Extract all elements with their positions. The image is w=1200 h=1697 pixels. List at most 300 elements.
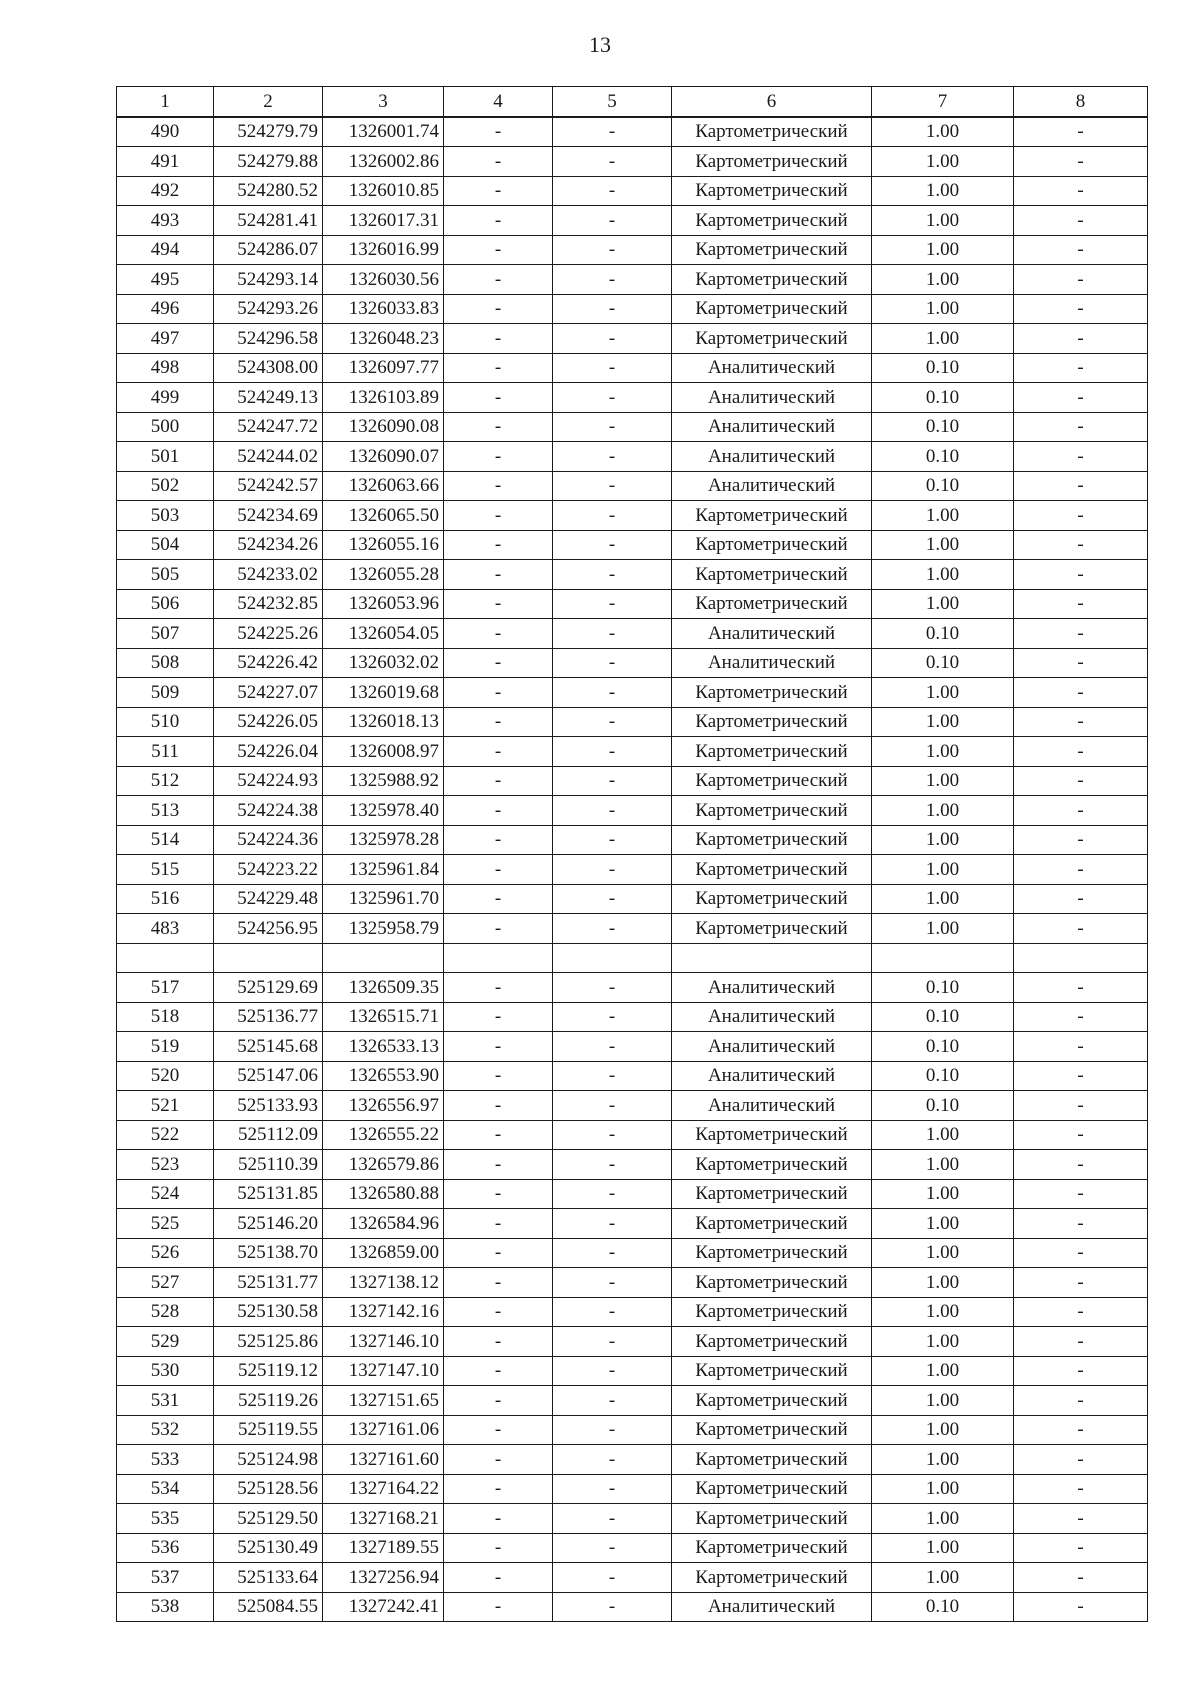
table-cell-col-8: -: [1014, 1120, 1148, 1150]
table-cell-col-6: Аналитический: [672, 353, 872, 383]
table-cell-col-8: -: [1014, 353, 1148, 383]
table-cell-col-5: -: [553, 1356, 672, 1386]
table-cell-col-5: -: [553, 1209, 672, 1239]
table-cell-col-4: [444, 943, 553, 973]
table-cell-col-5: -: [553, 973, 672, 1003]
table-row: [117, 1032, 1148, 1062]
table-row: [117, 737, 1148, 767]
table-row: [117, 1091, 1148, 1121]
table-cell-col-8: -: [1014, 235, 1148, 265]
table-row: [117, 324, 1148, 354]
table-cell-col-8: -: [1014, 1415, 1148, 1445]
table-cell-col-1: 519: [117, 1032, 214, 1062]
table-cell-col-1: 526: [117, 1238, 214, 1268]
table-cell-col-6: Картометрический: [672, 855, 872, 885]
table-row: [117, 1445, 1148, 1475]
table-cell-col-6: Картометрический: [672, 501, 872, 531]
table-cell-col-5: -: [553, 442, 672, 472]
table-cell-col-4: -: [444, 648, 553, 678]
table-cell-col-7: 1.00: [872, 235, 1014, 265]
table-cell-col-2: [214, 943, 323, 973]
table-cell-col-3: 1326055.16: [323, 530, 444, 560]
table-cell-col-7: 1.00: [872, 1533, 1014, 1563]
table-cell-col-2: 524308.00: [214, 353, 323, 383]
table-cell-col-4: -: [444, 294, 553, 324]
table-cell-col-6: Картометрический: [672, 206, 872, 236]
table-cell-col-5: -: [553, 560, 672, 590]
table-cell-col-6: Картометрический: [672, 796, 872, 826]
table-cell-col-7: 1.00: [872, 914, 1014, 944]
table-cell-col-1: 534: [117, 1474, 214, 1504]
table-cell-col-8: -: [1014, 1209, 1148, 1239]
table-cell-col-7: 0.10: [872, 1032, 1014, 1062]
column-header-3: 3: [323, 87, 444, 117]
table-cell-col-2: 525124.98: [214, 1445, 323, 1475]
table-cell-col-8: -: [1014, 176, 1148, 206]
table-cell-col-4: -: [444, 619, 553, 649]
table-cell-col-5: -: [553, 1120, 672, 1150]
table-cell-col-1: 533: [117, 1445, 214, 1475]
table-cell-col-5: -: [553, 412, 672, 442]
table-cell-col-7: 0.10: [872, 442, 1014, 472]
table-cell-col-4: -: [444, 707, 553, 737]
table-cell-col-5: -: [553, 648, 672, 678]
table-cell-col-7: 0.10: [872, 648, 1014, 678]
coordinates-table: [116, 86, 1148, 1622]
table-cell-col-6: Аналитический: [672, 1091, 872, 1121]
table-cell-col-7: 0.10: [872, 471, 1014, 501]
table-cell-col-5: -: [553, 707, 672, 737]
table-cell-col-7: 1.00: [872, 1150, 1014, 1180]
column-header-1: 1: [117, 87, 214, 117]
table-cell-col-4: -: [444, 1327, 553, 1357]
table-row: [117, 117, 1148, 147]
table-cell-col-8: -: [1014, 796, 1148, 826]
table-row: [117, 383, 1148, 413]
table-cell-col-2: 525119.26: [214, 1386, 323, 1416]
table-cell-col-6: Картометрический: [672, 1209, 872, 1239]
table-cell-col-1: 525: [117, 1209, 214, 1239]
table-row: [117, 471, 1148, 501]
table-cell-col-6: Аналитический: [672, 1002, 872, 1032]
table-cell-col-5: -: [553, 1091, 672, 1121]
table-cell-col-8: -: [1014, 1327, 1148, 1357]
table-cell-col-3: 1326032.02: [323, 648, 444, 678]
table-row: [117, 1327, 1148, 1357]
table-cell-col-7: 1.00: [872, 884, 1014, 914]
table-cell-col-3: 1327242.41: [323, 1592, 444, 1622]
table-cell-col-4: -: [444, 353, 553, 383]
table-cell-col-2: 525125.86: [214, 1327, 323, 1357]
table-row: [117, 530, 1148, 560]
table-row: [117, 1592, 1148, 1622]
table-cell-col-3: 1325988.92: [323, 766, 444, 796]
table-cell-col-7: 1.00: [872, 1179, 1014, 1209]
table-cell-col-8: -: [1014, 294, 1148, 324]
table-cell-col-5: -: [553, 324, 672, 354]
table-row: [117, 1356, 1148, 1386]
table-cell-col-3: 1326097.77: [323, 353, 444, 383]
table-row: [117, 176, 1148, 206]
table-cell-col-2: 525138.70: [214, 1238, 323, 1268]
page-number: 13: [589, 32, 611, 57]
table-row: [117, 235, 1148, 265]
table-cell-col-1: 503: [117, 501, 214, 531]
table-cell-col-6: Картометрический: [672, 176, 872, 206]
table-cell-col-7: 1.00: [872, 1474, 1014, 1504]
table-cell-col-1: 509: [117, 678, 214, 708]
table-cell-col-2: 525145.68: [214, 1032, 323, 1062]
table-row: [117, 265, 1148, 295]
table-cell-col-1: 516: [117, 884, 214, 914]
table-cell-col-8: -: [1014, 560, 1148, 590]
table-cell-col-1: 508: [117, 648, 214, 678]
table-cell-col-7: 1.00: [872, 589, 1014, 619]
table-cell-col-4: -: [444, 737, 553, 767]
table-cell-col-1: 512: [117, 766, 214, 796]
table-cell-col-6: Картометрический: [672, 265, 872, 295]
table-cell-col-8: -: [1014, 471, 1148, 501]
table-cell-col-4: -: [444, 1445, 553, 1475]
table-row: [117, 973, 1148, 1003]
table-cell-col-6: Картометрический: [672, 1356, 872, 1386]
table-row: [117, 147, 1148, 177]
table-cell-col-6: Картометрический: [672, 678, 872, 708]
table-cell-col-8: -: [1014, 442, 1148, 472]
table-cell-col-3: 1326055.28: [323, 560, 444, 590]
table-cell-col-1: 501: [117, 442, 214, 472]
table-cell-col-4: -: [444, 1474, 553, 1504]
table-row: [117, 1179, 1148, 1209]
table-cell-col-6: Аналитический: [672, 383, 872, 413]
table-cell-col-6: Картометрический: [672, 1179, 872, 1209]
table-cell-col-4: -: [444, 206, 553, 236]
table-cell-col-3: 1327138.12: [323, 1268, 444, 1298]
table-cell-col-8: -: [1014, 1356, 1148, 1386]
table-row: [117, 884, 1148, 914]
table-cell-col-1: 536: [117, 1533, 214, 1563]
table-cell-col-5: -: [553, 1563, 672, 1593]
table-cell-col-3: 1325958.79: [323, 914, 444, 944]
table-cell-col-8: -: [1014, 1563, 1148, 1593]
table-cell-col-6: Картометрический: [672, 1533, 872, 1563]
table-cell-col-8: -: [1014, 265, 1148, 295]
table-row: [117, 442, 1148, 472]
table-cell-col-5: -: [553, 353, 672, 383]
table-cell-col-4: -: [444, 324, 553, 354]
column-header-5: 5: [553, 87, 672, 117]
table-cell-col-3: 1327161.06: [323, 1415, 444, 1445]
table-cell-col-5: -: [553, 1386, 672, 1416]
table-cell-col-7: 1.00: [872, 766, 1014, 796]
table-row: [117, 1504, 1148, 1534]
table-row: [117, 1061, 1148, 1091]
table-cell-col-3: 1326019.68: [323, 678, 444, 708]
table-cell-col-7: 0.10: [872, 353, 1014, 383]
table-cell-col-7: 1.00: [872, 707, 1014, 737]
table-cell-col-6: Картометрический: [672, 1297, 872, 1327]
column-header-7: 7: [872, 87, 1014, 117]
table-header: [117, 87, 1148, 117]
table-cell-col-1: 522: [117, 1120, 214, 1150]
table-cell-col-3: 1326584.96: [323, 1209, 444, 1239]
table-cell-col-8: -: [1014, 1445, 1148, 1475]
table-row: [117, 294, 1148, 324]
table-cell-col-4: -: [444, 1061, 553, 1091]
table-cell-col-5: -: [553, 1179, 672, 1209]
table-cell-col-8: -: [1014, 1386, 1148, 1416]
table-cell-col-3: 1326018.13: [323, 707, 444, 737]
table-cell-col-1: 531: [117, 1386, 214, 1416]
table-row: [117, 825, 1148, 855]
table-cell-col-4: -: [444, 589, 553, 619]
table-cell-col-3: 1326090.07: [323, 442, 444, 472]
table-cell-col-7: 1.00: [872, 1415, 1014, 1445]
table-row: [117, 796, 1148, 826]
table-cell-col-4: -: [444, 560, 553, 590]
table-cell-col-4: -: [444, 1356, 553, 1386]
table-cell-col-4: -: [444, 176, 553, 206]
table-cell-col-7: 1.00: [872, 1120, 1014, 1150]
table-cell-col-2: 524234.26: [214, 530, 323, 560]
table-cell-col-1: 483: [117, 914, 214, 944]
table-cell-col-3: 1326555.22: [323, 1120, 444, 1150]
table-cell-col-8: -: [1014, 884, 1148, 914]
table-cell-col-1: 496: [117, 294, 214, 324]
table-cell-col-3: 1326063.66: [323, 471, 444, 501]
table-cell-col-4: -: [444, 1504, 553, 1534]
table-cell-col-4: -: [444, 1002, 553, 1032]
table-cell-col-4: -: [444, 530, 553, 560]
table-cell-col-1: 513: [117, 796, 214, 826]
table-cell-col-1: 495: [117, 265, 214, 295]
table-cell-col-6: Картометрический: [672, 1327, 872, 1357]
table-cell-col-2: 524226.04: [214, 737, 323, 767]
table-cell-col-8: -: [1014, 206, 1148, 236]
table-cell-col-3: 1326002.86: [323, 147, 444, 177]
table-cell-col-3: 1327256.94: [323, 1563, 444, 1593]
table-cell-col-8: -: [1014, 973, 1148, 1003]
table-cell-col-7: 1.00: [872, 117, 1014, 147]
table-cell-col-1: [117, 943, 214, 973]
table-cell-col-6: Картометрический: [672, 589, 872, 619]
table-cell-col-6: Картометрический: [672, 1268, 872, 1298]
table-row: [117, 353, 1148, 383]
table-cell-col-6: Аналитический: [672, 1592, 872, 1622]
table-cell-col-8: -: [1014, 147, 1148, 177]
table-cell-col-4: -: [444, 1209, 553, 1239]
table-cell-col-1: 520: [117, 1061, 214, 1091]
table-cell-col-2: 524233.02: [214, 560, 323, 590]
table-row: [117, 1268, 1148, 1298]
table-cell-col-1: 507: [117, 619, 214, 649]
table-cell-col-5: -: [553, 1533, 672, 1563]
table-cell-col-1: 500: [117, 412, 214, 442]
table-cell-col-8: -: [1014, 1179, 1148, 1209]
table-cell-col-3: 1327161.60: [323, 1445, 444, 1475]
table-cell-col-2: 525131.77: [214, 1268, 323, 1298]
table-cell-col-6: Картометрический: [672, 1474, 872, 1504]
table-cell-col-3: 1327189.55: [323, 1533, 444, 1563]
table-cell-col-2: 524242.57: [214, 471, 323, 501]
table-cell-col-3: 1326533.13: [323, 1032, 444, 1062]
table-cell-col-2: 525146.20: [214, 1209, 323, 1239]
table-cell-col-2: 525136.77: [214, 1002, 323, 1032]
table-cell-col-5: -: [553, 1415, 672, 1445]
table-cell-col-1: 521: [117, 1091, 214, 1121]
table-cell-col-7: 1.00: [872, 1504, 1014, 1534]
table-cell-col-2: 524227.07: [214, 678, 323, 708]
table-cell-col-3: 1326030.56: [323, 265, 444, 295]
table-cell-col-6: Картометрический: [672, 1238, 872, 1268]
table-cell-col-7: [872, 943, 1014, 973]
table-cell-col-4: -: [444, 766, 553, 796]
table-cell-col-3: 1326008.97: [323, 737, 444, 767]
table-cell-col-7: 1.00: [872, 265, 1014, 295]
table-cell-col-8: -: [1014, 1061, 1148, 1091]
table-cell-col-4: -: [444, 471, 553, 501]
table-cell-col-1: 515: [117, 855, 214, 885]
table-cell-col-3: 1326001.74: [323, 117, 444, 147]
table-cell-col-1: 523: [117, 1150, 214, 1180]
table-row: [117, 501, 1148, 531]
table-cell-col-7: 1.00: [872, 1445, 1014, 1475]
table-cell-col-4: -: [444, 796, 553, 826]
table-cell-col-2: 525147.06: [214, 1061, 323, 1091]
table-cell-col-3: 1325961.70: [323, 884, 444, 914]
table-cell-col-2: 525133.93: [214, 1091, 323, 1121]
table-cell-col-8: -: [1014, 324, 1148, 354]
table-cell-col-5: -: [553, 796, 672, 826]
table-cell-col-7: 1.00: [872, 1268, 1014, 1298]
table-cell-col-5: -: [553, 471, 672, 501]
table-cell-col-4: -: [444, 1297, 553, 1327]
table-cell-col-1: 538: [117, 1592, 214, 1622]
table-cell-col-3: [323, 943, 444, 973]
table-cell-col-1: 524: [117, 1179, 214, 1209]
table-cell-col-7: 0.10: [872, 1002, 1014, 1032]
table-cell-col-6: [672, 943, 872, 973]
table-cell-col-4: -: [444, 855, 553, 885]
table-cell-col-5: -: [553, 1504, 672, 1534]
table-cell-col-7: 1.00: [872, 1386, 1014, 1416]
table-cell-col-1: 514: [117, 825, 214, 855]
table-cell-col-3: 1326580.88: [323, 1179, 444, 1209]
table-cell-col-1: 502: [117, 471, 214, 501]
table-cell-col-1: 499: [117, 383, 214, 413]
table-cell-col-7: 0.10: [872, 412, 1014, 442]
table-cell-col-6: Аналитический: [672, 648, 872, 678]
table-cell-col-2: 524225.26: [214, 619, 323, 649]
table-cell-col-8: -: [1014, 383, 1148, 413]
table-cell-col-7: 0.10: [872, 973, 1014, 1003]
table-row: [117, 1474, 1148, 1504]
table-cell-col-3: 1327146.10: [323, 1327, 444, 1357]
table-cell-col-6: Картометрический: [672, 1386, 872, 1416]
table-cell-col-4: -: [444, 265, 553, 295]
table-cell-col-5: [553, 943, 672, 973]
table-cell-col-2: 525130.58: [214, 1297, 323, 1327]
table-cell-col-2: 525119.12: [214, 1356, 323, 1386]
table-cell-col-6: Картометрический: [672, 1504, 872, 1534]
table-cell-col-5: -: [553, 1445, 672, 1475]
table-row: [117, 766, 1148, 796]
table-cell-col-5: -: [553, 1592, 672, 1622]
table-cell-col-3: 1326103.89: [323, 383, 444, 413]
table-cell-col-2: 525119.55: [214, 1415, 323, 1445]
table-cell-col-8: -: [1014, 117, 1148, 147]
table-cell-col-7: 1.00: [872, 294, 1014, 324]
table-cell-col-2: 525084.55: [214, 1592, 323, 1622]
table-cell-col-8: -: [1014, 737, 1148, 767]
table-cell-col-8: -: [1014, 1150, 1148, 1180]
table-row: [117, 1209, 1148, 1239]
table-cell-col-2: 524281.41: [214, 206, 323, 236]
column-header-2: 2: [214, 87, 323, 117]
table-cell-col-4: -: [444, 1120, 553, 1150]
table-cell-col-7: 0.10: [872, 1061, 1014, 1091]
table-cell-col-8: -: [1014, 678, 1148, 708]
table-cell-col-6: Картометрический: [672, 235, 872, 265]
table-row: [117, 1415, 1148, 1445]
table-cell-col-4: -: [444, 1386, 553, 1416]
table-cell-col-2: 525128.56: [214, 1474, 323, 1504]
table-cell-col-3: 1326053.96: [323, 589, 444, 619]
table-cell-col-6: Аналитический: [672, 471, 872, 501]
table-cell-col-3: 1327168.21: [323, 1504, 444, 1534]
table-cell-col-5: -: [553, 884, 672, 914]
table-cell-col-2: 524293.26: [214, 294, 323, 324]
table-row: [117, 707, 1148, 737]
table-cell-col-4: -: [444, 1592, 553, 1622]
table-cell-col-5: -: [553, 1474, 672, 1504]
table-row: [117, 678, 1148, 708]
table-cell-col-7: 1.00: [872, 796, 1014, 826]
table-cell-col-2: 525133.64: [214, 1563, 323, 1593]
table-row: [117, 1002, 1148, 1032]
table-cell-col-4: -: [444, 973, 553, 1003]
table-cell-col-7: 1.00: [872, 1297, 1014, 1327]
table-cell-col-2: 525130.49: [214, 1533, 323, 1563]
table-cell-col-7: 1.00: [872, 737, 1014, 767]
table-cell-col-3: 1325978.28: [323, 825, 444, 855]
table-cell-col-7: 1.00: [872, 560, 1014, 590]
table-cell-col-7: 1.00: [872, 855, 1014, 885]
table-cell-col-2: 524229.48: [214, 884, 323, 914]
table-cell-col-8: -: [1014, 648, 1148, 678]
table-body: [117, 117, 1148, 1622]
table-cell-col-2: 524234.69: [214, 501, 323, 531]
table-cell-col-2: 525129.50: [214, 1504, 323, 1534]
table-cell-col-1: 537: [117, 1563, 214, 1593]
column-header-6: 6: [672, 87, 872, 117]
table-cell-col-1: 530: [117, 1356, 214, 1386]
table-cell-col-8: -: [1014, 530, 1148, 560]
table-cell-col-5: -: [553, 294, 672, 324]
table-cell-col-2: 524247.72: [214, 412, 323, 442]
table-cell-col-7: 1.00: [872, 206, 1014, 236]
table-cell-col-6: Картометрический: [672, 914, 872, 944]
table-cell-col-5: -: [553, 1061, 672, 1091]
table-cell-col-3: 1326065.50: [323, 501, 444, 531]
table-cell-col-1: 511: [117, 737, 214, 767]
table-cell-col-8: -: [1014, 1592, 1148, 1622]
table-cell-col-5: -: [553, 766, 672, 796]
table-cell-col-2: 524226.42: [214, 648, 323, 678]
table-cell-col-1: 494: [117, 235, 214, 265]
table-row: [117, 1238, 1148, 1268]
table-cell-col-5: -: [553, 1150, 672, 1180]
